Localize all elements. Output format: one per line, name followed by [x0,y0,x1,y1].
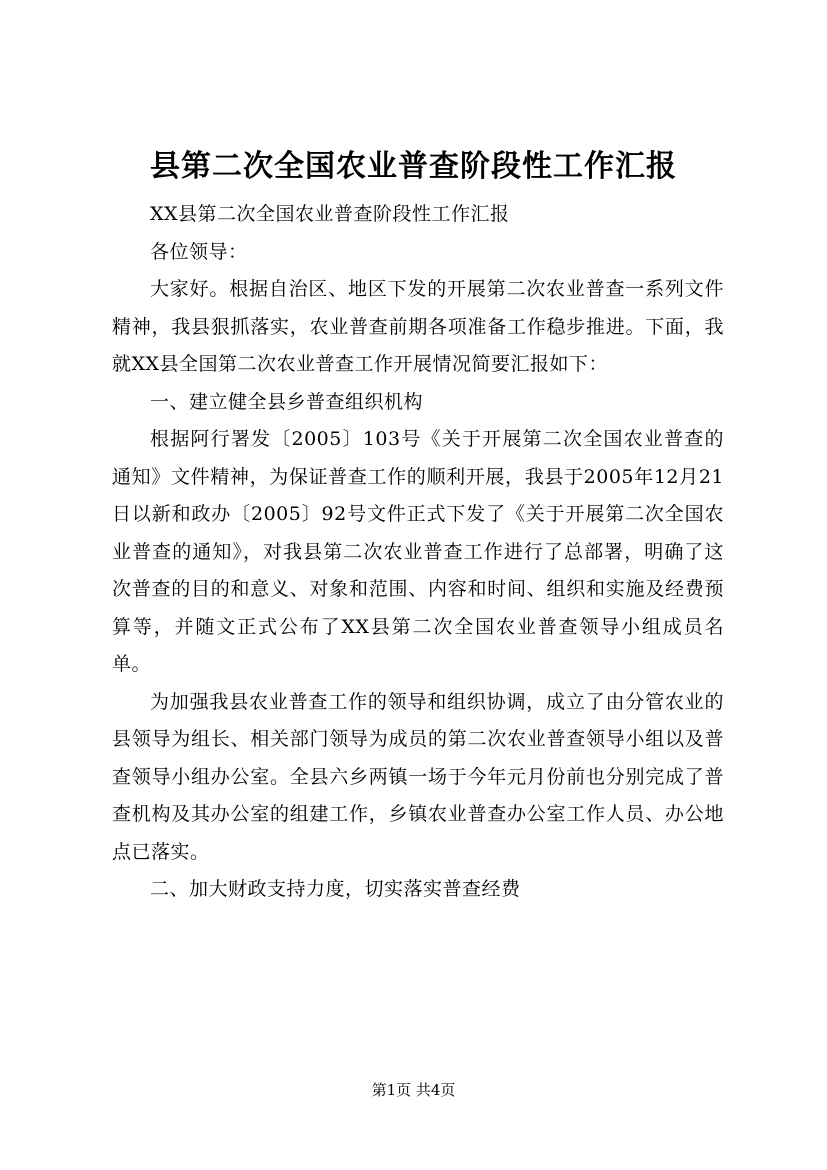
document-title: 县第二次全国农业普查阶段性工作汇报 [150,149,677,184]
page-footer: 第1页 共4页 [371,1081,456,1099]
section-heading-2: 二、加大财政支持力度，切实落实普查经费 [150,878,521,900]
paragraph-notice: 根据阿行署发〔2005〕103号《关于开展第二次全国农业普查的通知》文件精神，为保证普查工作的顺利开展，我县于2005年12月21日以新和政办〔2005〕92号文件正式下发了《关于开展第二次全国农业普查的通知》，对我县第二次农业普查工作进行了总部署，明确了这次普查的目的和意义、对象和范围、内容和时间、组织和实施及经费预算等，并随文正式公布了XX县第二次全国农业普查领导小组成员名单。 [112,428,724,675]
paragraph-organization: 为加强我县农业普查工作的领导和组织协调，成立了由分管农业的县领导为组长、相关部门领导为成员的第二次农业普查领导小组以及普查领导小组办公室。全县六乡两镇一场于今年元月份前也分别完成了普查机构及其办公室的组建工作，乡镇农业普查办公室工作人员、办公地点已落实。 [112,690,724,863]
paragraph-greeting: 大家好。根据自治区、地区下发的开展第二次农业普查一系列文件精神，我县狠抓落实，农业普查前期各项准备工作稳步推进。下面，我就XX县全国第二次农业普查工作开展情况简要汇报如下： [112,278,724,375]
salutation-line: 各位领导： [150,240,248,263]
section-heading-1: 一、建立健全县乡普查组织机构 [150,390,424,413]
subtitle-line: XX县第二次全国农业普查阶段性工作汇报 [150,203,510,225]
document-body [112,196,724,909]
